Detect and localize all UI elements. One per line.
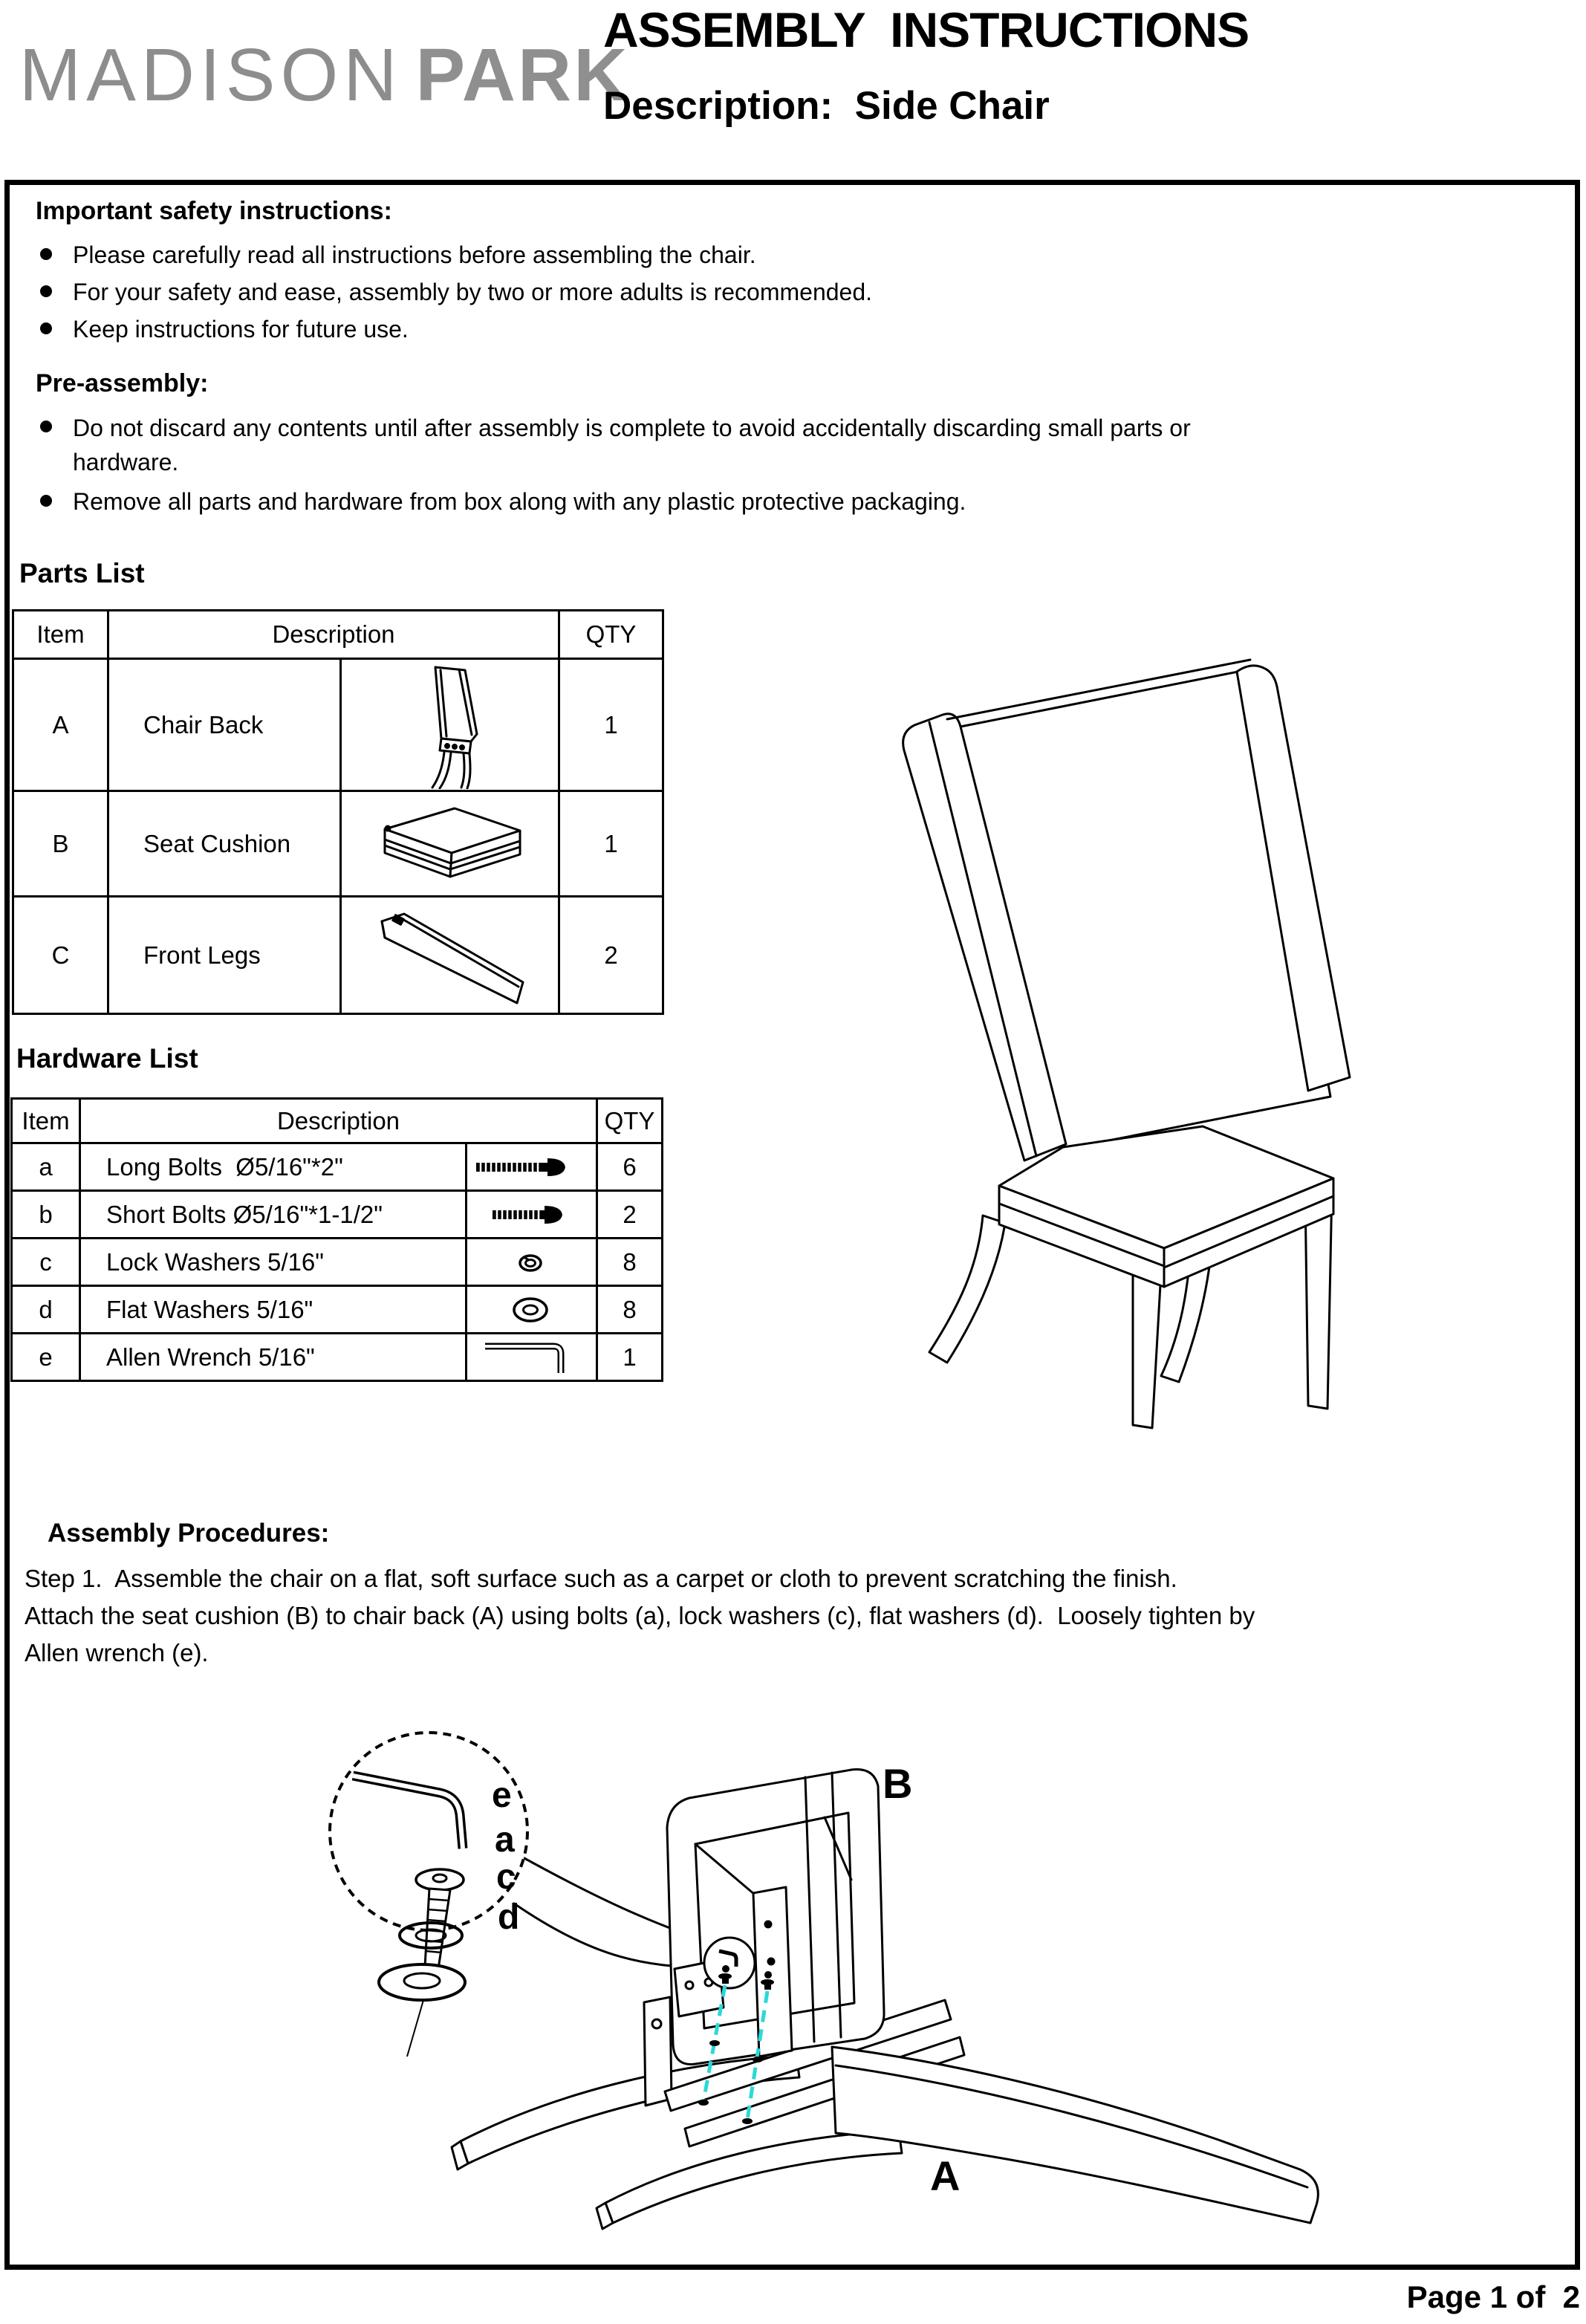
bullet-dot bbox=[40, 421, 52, 432]
part-item-letter: B bbox=[13, 791, 108, 897]
flat-washer-drawing bbox=[379, 1964, 465, 2057]
part-qty: 1 bbox=[559, 791, 663, 897]
brand-logo-park: PARK bbox=[415, 33, 630, 117]
bullet-dot bbox=[40, 495, 52, 507]
chair-back-assembly-drawing bbox=[452, 1997, 1318, 2229]
callout-label-d: d bbox=[498, 1898, 520, 1937]
pre-assembly-bullet bbox=[39, 411, 1532, 479]
page-number: Page 1 of 2 bbox=[1406, 2279, 1580, 2314]
safety-bullet-text: Keep instructions for future use. bbox=[73, 316, 409, 343]
part-qty: 2 bbox=[559, 897, 663, 1014]
mini-detail-circle bbox=[704, 1938, 755, 1988]
part-description: Front Legs bbox=[108, 897, 341, 1014]
hardware-image-cell bbox=[467, 1143, 597, 1191]
hardware-qty: 1 bbox=[597, 1334, 663, 1381]
hardware-qty: 8 bbox=[597, 1239, 663, 1286]
part-description: Chair Back bbox=[108, 659, 341, 791]
instructions-box bbox=[4, 180, 1580, 2270]
safety-bullet bbox=[39, 276, 1495, 308]
step1-line: Step 1. Assemble the chair on a flat, soft surface such as a carpet or cloth to prevent scratching the finish. bbox=[25, 1565, 1177, 1592]
part-description: Seat Cushion bbox=[108, 791, 341, 897]
step1-diagram bbox=[312, 1724, 1352, 2244]
hardware-description: Lock Washers 5/16" bbox=[80, 1239, 467, 1286]
hardware-item-letter: e bbox=[12, 1334, 80, 1381]
callout-label-e: e bbox=[492, 1776, 512, 1815]
hardware-image-cell bbox=[467, 1239, 597, 1286]
step1-line: Allen wrench (e). bbox=[25, 1639, 209, 1666]
hardware-qty: 6 bbox=[597, 1143, 663, 1191]
brand-logo bbox=[6, 19, 629, 132]
table-row bbox=[12, 1191, 663, 1239]
table-row bbox=[12, 1286, 663, 1334]
hardware-col-qty: QTY bbox=[597, 1099, 663, 1143]
hardware-item-letter: b bbox=[12, 1191, 80, 1239]
lock-washer-icon bbox=[467, 1241, 594, 1284]
flat-washer-icon bbox=[467, 1288, 594, 1331]
diagram-label-b: B bbox=[883, 1760, 913, 1807]
hardware-item-letter: a bbox=[12, 1143, 80, 1191]
bullet-dot bbox=[40, 248, 52, 260]
hardware-image-cell bbox=[467, 1286, 597, 1334]
hardware-list-table bbox=[10, 1097, 663, 1382]
parts-col-item: Item bbox=[13, 611, 108, 659]
page-title: ASSEMBLY INSTRUCTIONS bbox=[603, 2, 1249, 57]
hardware-item-letter: c bbox=[12, 1239, 80, 1286]
bullet-dot bbox=[40, 285, 52, 297]
table-row bbox=[13, 791, 663, 897]
seat-cushion-assembly-drawing bbox=[667, 1769, 884, 2064]
hardware-description: Short Bolts Ø5/16"*1-1/2" bbox=[80, 1191, 467, 1239]
hardware-qty: 2 bbox=[597, 1191, 663, 1239]
table-header-row bbox=[12, 1099, 663, 1143]
hardware-description: Long Bolts Ø5/16"*2" bbox=[80, 1143, 467, 1191]
pre-assembly-heading: Pre-assembly: bbox=[36, 369, 209, 397]
part-qty: 1 bbox=[559, 659, 663, 791]
long-bolt-icon bbox=[467, 1146, 594, 1189]
hardware-description: Flat Washers 5/16" bbox=[80, 1286, 467, 1334]
chair-back-drawing bbox=[342, 661, 557, 789]
assembly-heading: Assembly Procedures: bbox=[48, 1519, 330, 1548]
table-header-row bbox=[13, 611, 663, 659]
pre-assembly-bullet bbox=[39, 485, 1532, 518]
safety-bullet bbox=[39, 313, 1495, 345]
side-chair-illustration bbox=[888, 630, 1352, 1436]
hardware-image-cell bbox=[467, 1191, 597, 1239]
hardware-col-item: Item bbox=[12, 1099, 80, 1143]
front-leg-drawing bbox=[342, 899, 557, 1012]
hardware-image-cell bbox=[467, 1334, 597, 1381]
hardware-qty: 8 bbox=[597, 1286, 663, 1334]
safety-bullet-text: For your safety and ease, assembly by two or more adults is recommended. bbox=[73, 279, 873, 305]
hardware-description: Allen Wrench 5/16" bbox=[80, 1334, 467, 1381]
safety-heading: Important safety instructions: bbox=[36, 197, 392, 225]
part-image-cell bbox=[341, 791, 559, 897]
hardware-col-description: Description bbox=[80, 1099, 597, 1143]
part-image-cell bbox=[341, 659, 559, 791]
table-row bbox=[12, 1334, 663, 1381]
part-item-letter: A bbox=[13, 659, 108, 791]
pre-assembly-bullet-line: hardware. bbox=[73, 449, 179, 475]
step1-line: Attach the seat cushion (B) to chair back (A) using bolts (a), lock washers (c), flat washers (d). Loosely tighten by bbox=[25, 1602, 1255, 1629]
seat-cushion-drawing bbox=[342, 793, 557, 895]
safety-bullet bbox=[39, 238, 1495, 271]
hardware-list-heading: Hardware List bbox=[16, 1043, 198, 1074]
parts-col-qty: QTY bbox=[559, 611, 663, 659]
parts-list-table bbox=[12, 609, 664, 1015]
bullet-dot bbox=[40, 322, 52, 334]
parts-list-heading: Parts List bbox=[19, 558, 145, 588]
pre-assembly-bullet-line: Remove all parts and hardware from box along with any plastic protective packaging. bbox=[73, 488, 966, 515]
parts-col-description: Description bbox=[108, 611, 559, 659]
part-item-letter: C bbox=[13, 897, 108, 1014]
product-description: Description: Side Chair bbox=[603, 84, 1050, 128]
allen-wrench-icon bbox=[467, 1336, 594, 1379]
table-row bbox=[12, 1239, 663, 1286]
table-row bbox=[13, 659, 663, 791]
pre-assembly-bullet-line: Do not discard any contents until after assembly is complete to avoid accidentally discarding small parts or bbox=[73, 415, 1191, 441]
part-image-cell bbox=[341, 897, 559, 1014]
table-row bbox=[13, 897, 663, 1014]
table-row bbox=[12, 1143, 663, 1191]
callout-label-a: a bbox=[495, 1820, 515, 1860]
diagram-label-a: A bbox=[930, 2152, 961, 2199]
safety-bullet-text: Please carefully read all instructions before assembling the chair. bbox=[73, 241, 756, 268]
hardware-item-letter: d bbox=[12, 1286, 80, 1334]
short-bolt-icon bbox=[467, 1193, 594, 1236]
callout-label-c: c bbox=[496, 1857, 516, 1897]
brand-logo-madison: MADISON bbox=[19, 33, 403, 117]
